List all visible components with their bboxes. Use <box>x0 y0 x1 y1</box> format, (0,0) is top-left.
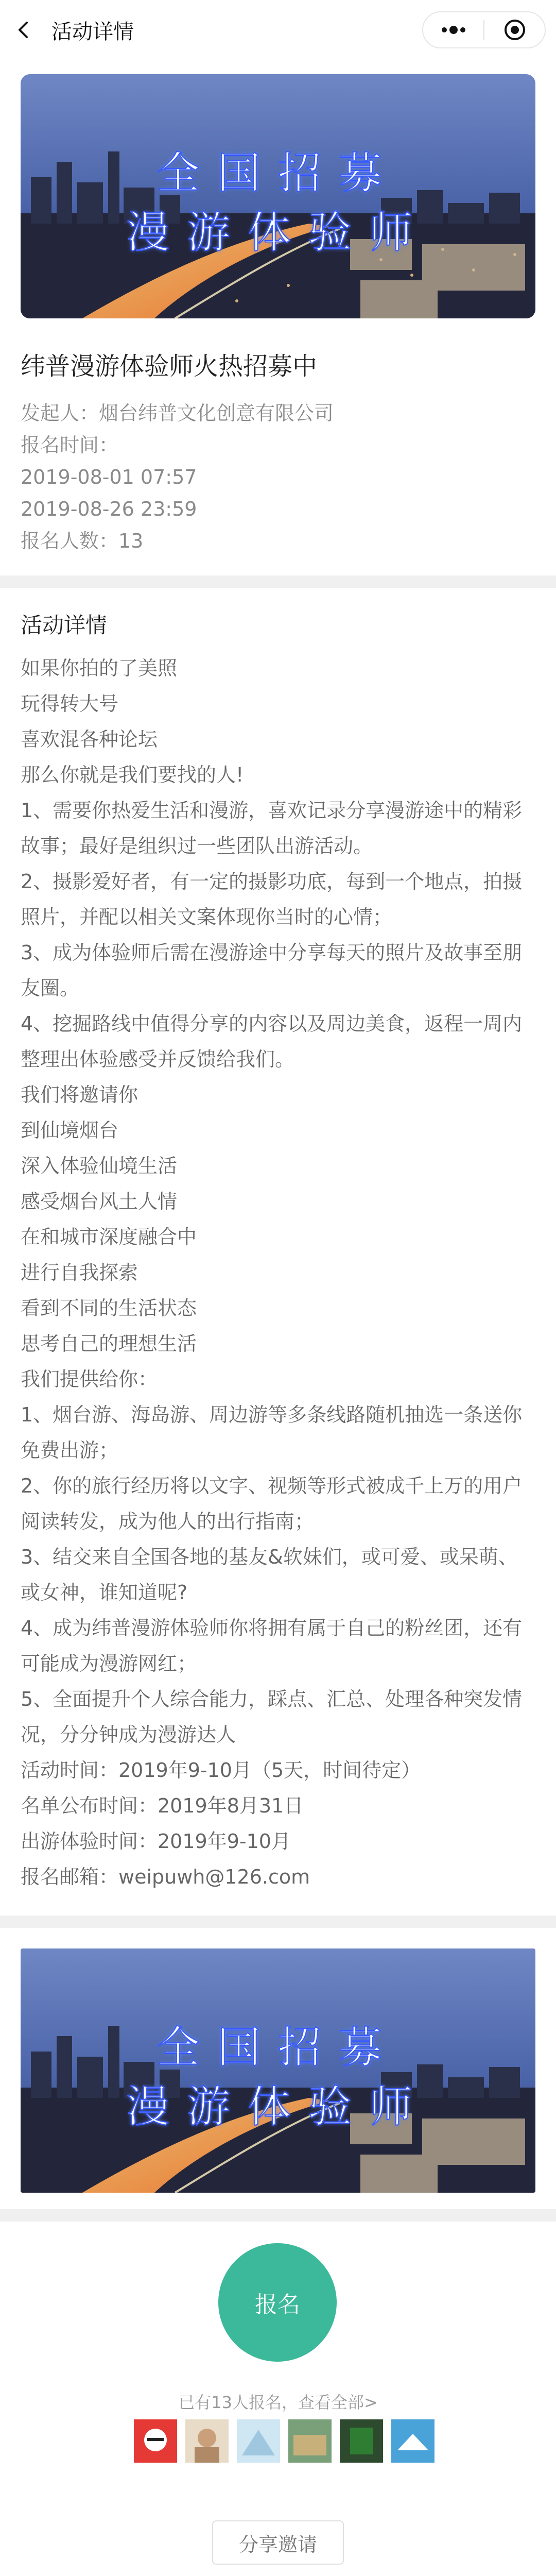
page-title: 活动详情 <box>51 20 134 44</box>
details-content <box>21 651 535 1895</box>
detail-paragraph: 4、挖掘路线中值得分享的内容以及周边美食，返程一周内整理出体验感受并反馈给我们。 <box>21 1012 523 1071</box>
signup-section <box>0 2222 556 2576</box>
details-title: 活动详情 <box>21 613 108 638</box>
more-icon[interactable] <box>423 12 483 47</box>
detail-paragraph: 喜欢混各种论坛 <box>21 728 158 751</box>
detail-paragraph: 2、摄影爱好者，有一定的摄影功底，每到一个地点，拍摄照片，并配以相关文案体现你当时的心情； <box>21 870 523 928</box>
bottom-banner-line2: 漫游体验师 <box>126 2081 430 2132</box>
back-icon[interactable] <box>10 16 37 43</box>
detail-paragraph: 深入体验仙境生活 <box>21 1155 178 1177</box>
avatar[interactable] <box>288 2419 332 2463</box>
detail-paragraph: 2、你的旅行经历将以文字、视频等形式被成千上万的用户阅读转发，成为他人的出行指南； <box>21 1475 523 1533</box>
detail-paragraph: 我们提供给你： <box>21 1368 158 1391</box>
event-title: 纬普漫游体验师火热招募中 <box>21 352 318 381</box>
detail-paragraph: 1、需要你热爱生活和漫游，喜欢记录分享漫游途中的精彩故事；最好是组织过一些团队出游活动。 <box>21 799 523 857</box>
event-banner-image <box>21 74 535 318</box>
detail-paragraph: 报名邮箱：weipuwh@126.com <box>21 1866 310 1888</box>
bottom-banner-line1: 全国招募 <box>156 2022 399 2073</box>
detail-paragraph: 思考自己的理想生活 <box>21 1332 197 1355</box>
participant-avatars <box>134 2419 435 2463</box>
detail-paragraph: 3、成为体验师后需在漫游途中分享每天的照片及故事至朋友圈。 <box>21 941 523 999</box>
organizer: 发起人：烟台纬普文化创意有限公司 <box>21 402 334 425</box>
detail-paragraph: 1、烟台游、海岛游、周边游等多条线路随机抽选一条送你免费出游； <box>21 1403 523 1462</box>
signup-count: 报名人数：13 <box>21 530 144 552</box>
share-invite-button[interactable]: 分享邀请 <box>212 2520 344 2565</box>
detail-paragraph: 4、成为纬普漫游体验师你将拥有属于自己的粉丝团，还有可能成为漫游网红； <box>21 1617 523 1675</box>
close-circle-icon[interactable] <box>484 12 545 47</box>
event-header-card <box>0 60 556 575</box>
avatar[interactable] <box>237 2419 280 2463</box>
banner-title-line1: 全国招募 <box>156 148 399 198</box>
detail-paragraph: 那么你就是我们要找的人! <box>21 764 244 786</box>
detail-paragraph: 在和城市深度融合中 <box>21 1226 197 1248</box>
detail-paragraph: 进行自我探索 <box>21 1261 138 1284</box>
mini-program-capsule <box>422 11 546 48</box>
bottom-banner-section <box>0 1928 556 2209</box>
signup-count-link[interactable]: 已有13人报名，查看全部> <box>178 2393 378 2412</box>
detail-paragraph: 到仙境烟台 <box>21 1119 119 1142</box>
event-info <box>21 397 535 557</box>
signup-start: 2019-08-01 07:57 <box>21 466 197 488</box>
detail-paragraph: 我们将邀请你 <box>21 1083 138 1106</box>
detail-paragraph: 活动时间：2019年9-10月（5天，时间待定） <box>21 1759 421 1782</box>
detail-paragraph: 玩得转大号 <box>21 692 119 715</box>
details-section <box>0 588 556 1916</box>
avatar[interactable] <box>391 2419 435 2463</box>
avatar[interactable] <box>185 2419 229 2463</box>
signup-button[interactable]: 报名 <box>218 2243 337 2362</box>
detail-paragraph: 感受烟台风土人情 <box>21 1190 178 1213</box>
bottom-banner-image <box>21 1948 535 2193</box>
detail-paragraph: 如果你拍的了美照 <box>21 657 178 680</box>
nav-bar <box>0 0 556 60</box>
banner-title-line2: 漫游体验师 <box>126 207 430 258</box>
detail-paragraph: 出游体验时间：2019年9-10月 <box>21 1830 291 1853</box>
detail-paragraph: 3、结交来自全国各地的基友&软妹们，或可爱、或呆萌、或女神，谁知道呢? <box>21 1546 518 1604</box>
signup-time-label: 报名时间： <box>21 434 119 456</box>
avatar[interactable] <box>340 2419 383 2463</box>
detail-paragraph: 看到不同的生活状态 <box>21 1297 197 1319</box>
detail-paragraph: 5、全面提升个人综合能力，踩点、汇总、处理各种突发情况，分分钟成为漫游达人 <box>21 1688 523 1746</box>
detail-paragraph: 名单公布时间：2019年8月31日 <box>21 1794 304 1817</box>
avatar[interactable] <box>134 2419 177 2463</box>
signup-end: 2019-08-26 23:59 <box>21 498 197 520</box>
